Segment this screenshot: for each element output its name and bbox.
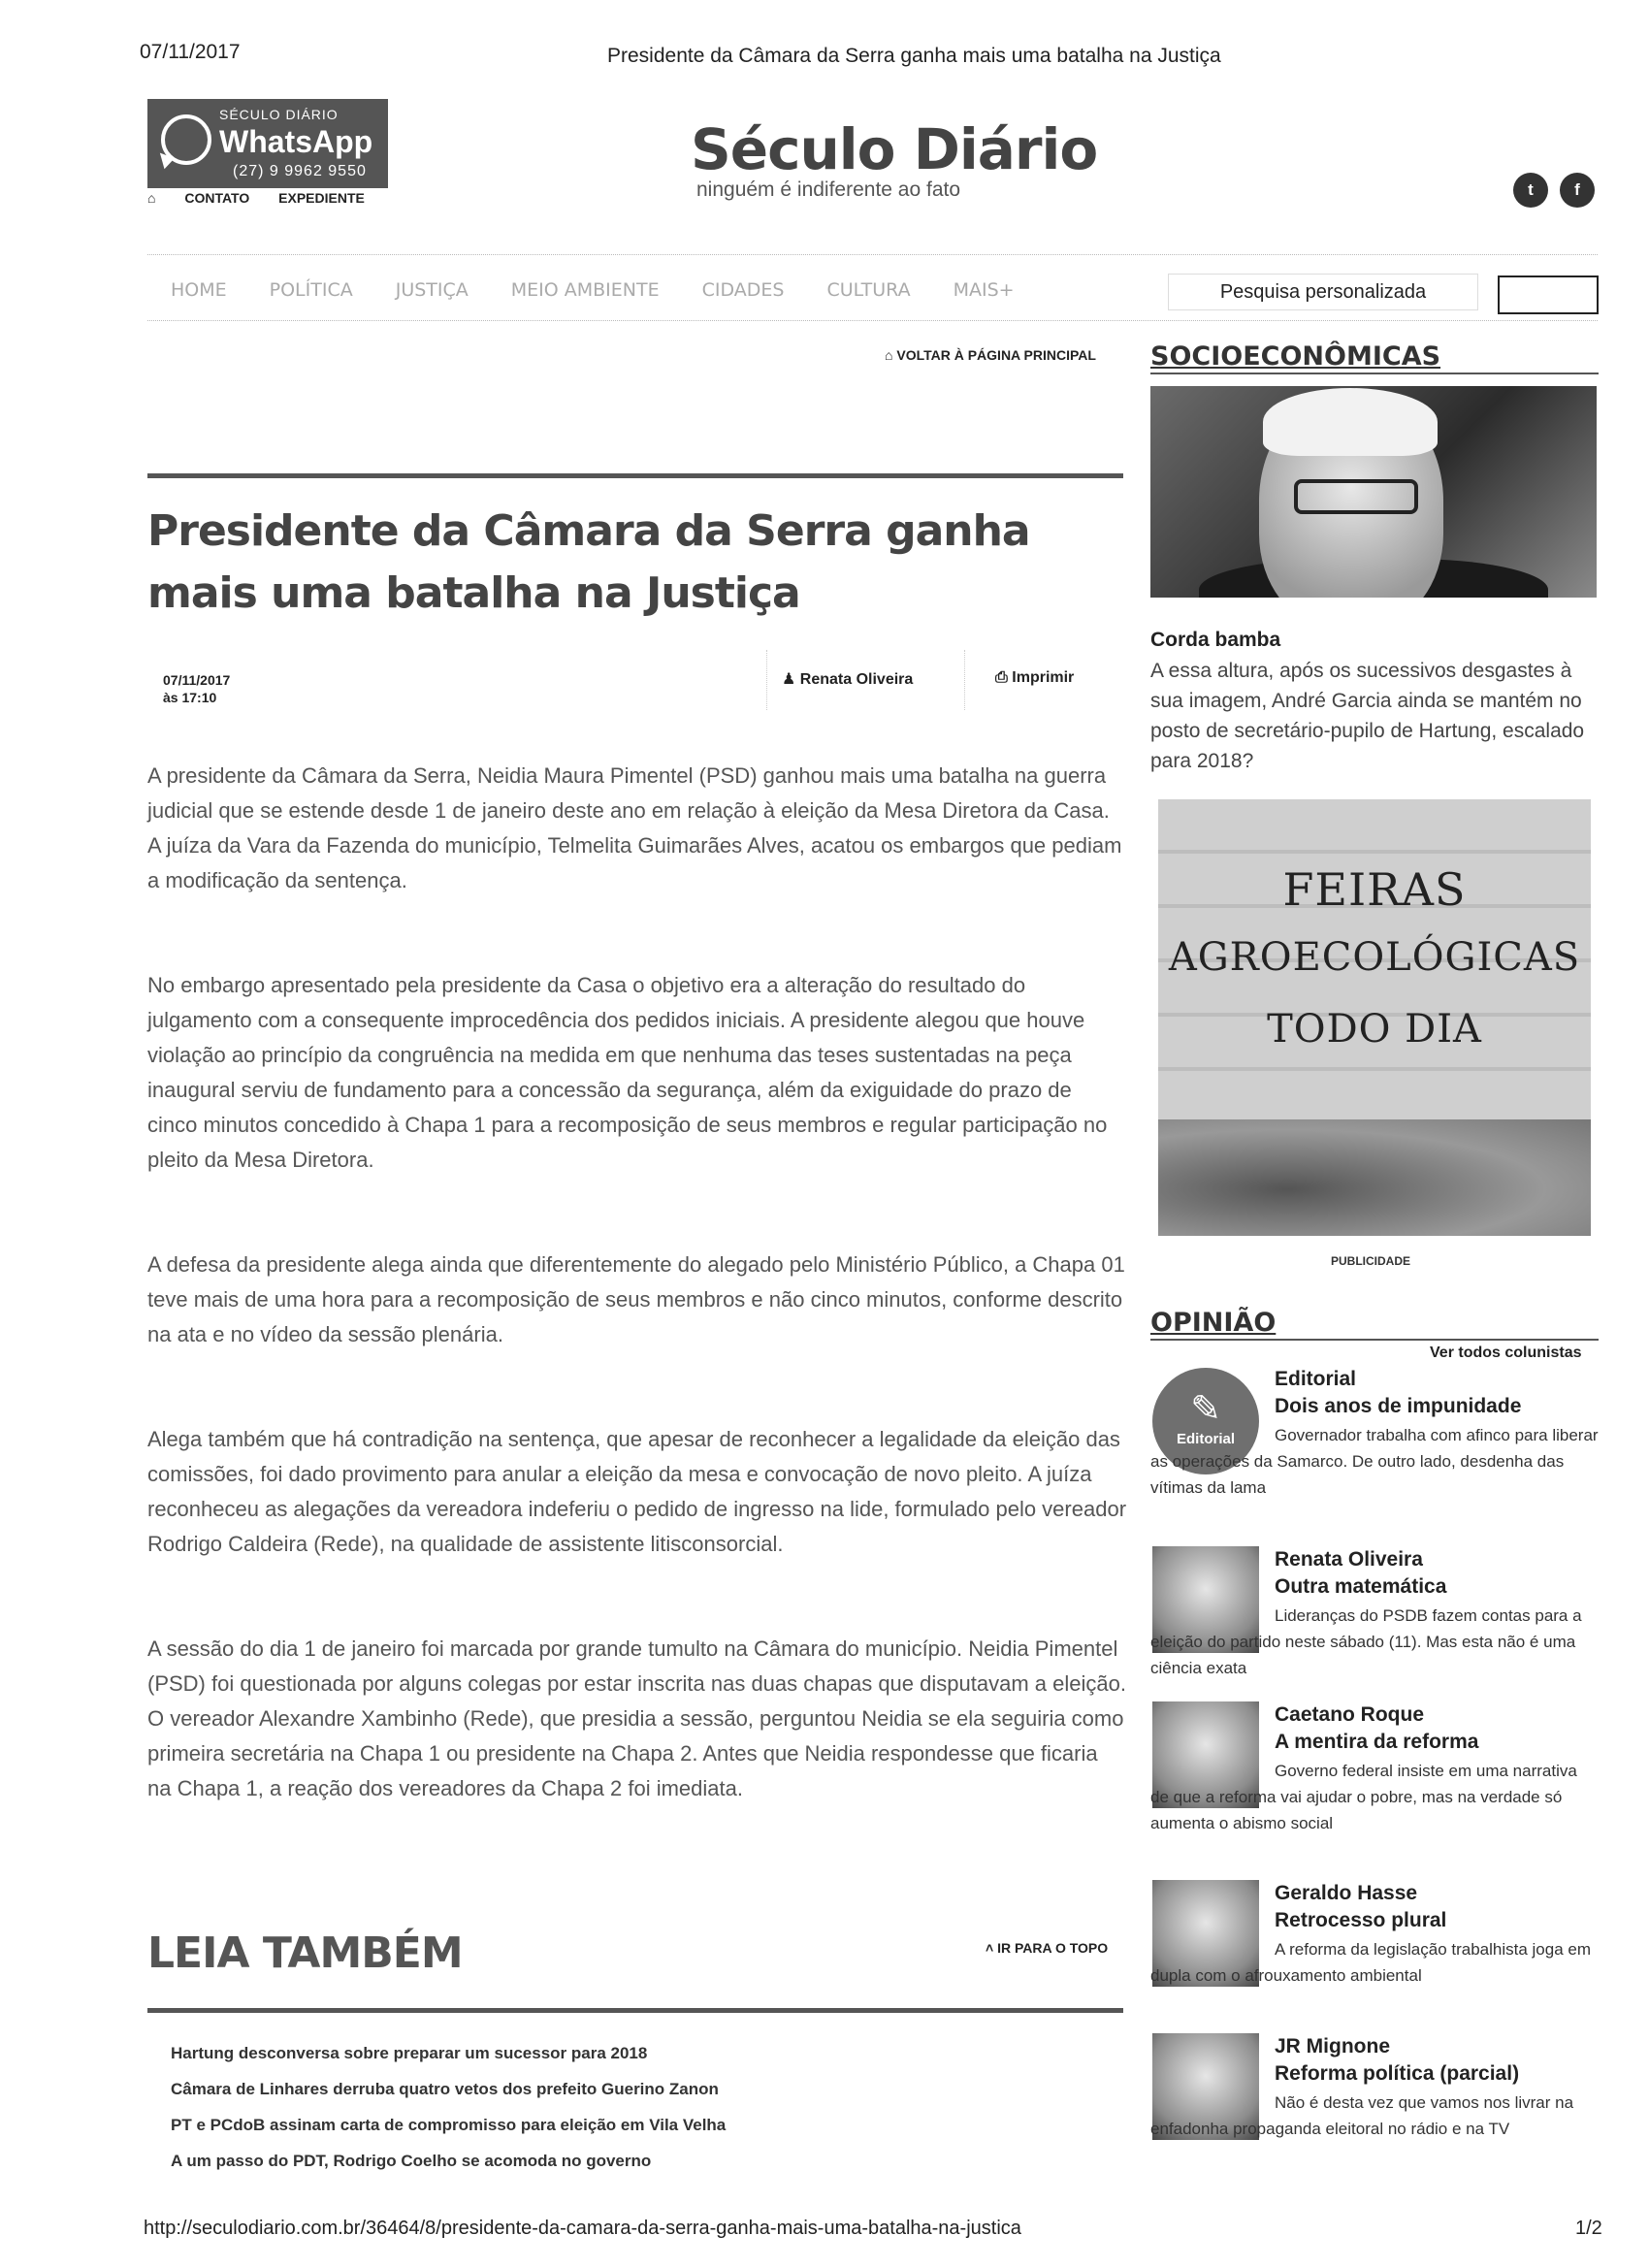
column-summary: Governo federal insiste em uma narrativa de que a reforma vai ajudar o pobre, mas na verdade só aumenta o abismo social bbox=[1150, 1762, 1577, 1832]
leia-tambem-rule bbox=[147, 2008, 1123, 2013]
article-author[interactable] bbox=[782, 669, 913, 689]
edit-icon: ✎ bbox=[1190, 1389, 1221, 1430]
whatsapp-phone: (27) 9 9962 9550 bbox=[233, 163, 367, 179]
site-logo[interactable]: Século Diário bbox=[691, 116, 1098, 182]
nav-cultura[interactable]: CULTURA bbox=[826, 279, 911, 301]
top-links bbox=[147, 190, 390, 206]
author-name: Renata Oliveira bbox=[799, 671, 914, 688]
story-photo[interactable] bbox=[1150, 386, 1597, 598]
article-paragraph: Alega também que há contradição na sentença, que apesar de reconhecer a legalidade da eleição das comissões, foi dado provimento para anular a eleição da mesa e convocação de novo pleito. A juíza reconheceu as alegações da vereadora indeferiu o pedido de ingresso na lide, formulado pelo vereador Rodrigo Caldeira (Rede), na qualidade de assistente litisconsorcial. bbox=[147, 1427, 1127, 1556]
photo-glasses bbox=[1294, 479, 1418, 514]
printer-icon: ⎙ bbox=[995, 669, 1008, 686]
column-summary: Não é desta vez que vamos nos livrar na enfadonha propaganda eleitoral no rádio e na TV bbox=[1150, 2093, 1574, 2138]
contato-link[interactable]: CONTATO bbox=[184, 190, 250, 206]
back-to-home-link[interactable] bbox=[885, 347, 1096, 363]
column-title[interactable]: A mentira da reforma bbox=[1275, 1731, 1479, 1753]
column-title[interactable]: Outra matemática bbox=[1275, 1575, 1447, 1598]
page-number: 1/2 bbox=[1575, 2218, 1602, 2239]
ad-line: TODO DIA bbox=[1267, 1007, 1482, 1052]
article-body bbox=[147, 759, 1127, 1876]
ad-label: PUBLICIDADE bbox=[1331, 1254, 1411, 1268]
back-link-label: VOLTAR À PÁGINA PRINCIPAL bbox=[896, 347, 1096, 363]
sidebar-section-title[interactable]: SOCIOECONÔMICAS bbox=[1150, 341, 1441, 372]
print-date: 07/11/2017 bbox=[140, 41, 241, 63]
columnist-name[interactable]: Renata Oliveira bbox=[1275, 1548, 1423, 1571]
print-button[interactable] bbox=[995, 669, 1074, 687]
article-paragraph: A defesa da presidente alega ainda que diferentemente do alegado pelo Ministério Público, a Chapa 01 teve mais de uma hora para a recomposição de seus membros e não cinco minutos, conforme descrito na ata e no vídeo da sessão plenária. bbox=[147, 1252, 1125, 1346]
home-icon[interactable]: ⌂ bbox=[147, 190, 156, 206]
article-top-rule bbox=[147, 473, 1123, 478]
related-item[interactable]: Hartung desconversa sobre preparar um sucessor para 2018 bbox=[171, 2044, 648, 2062]
related-item[interactable]: A um passo do PDT, Rodrigo Coelho se acomoda no governo bbox=[171, 2152, 652, 2170]
whatsapp-name: WhatsApp bbox=[219, 124, 373, 159]
column-title[interactable]: Reforma política (parcial) bbox=[1275, 2062, 1520, 2085]
story-title[interactable]: Corda bamba bbox=[1150, 629, 1281, 651]
opiniao-title[interactable]: OPINIÃO bbox=[1150, 1308, 1277, 1338]
article-datetime bbox=[163, 671, 230, 706]
page-url: http://seculodiario.com.br/36464/8/presidente-da-camara-da-serra-ganha-mais-uma-batalha-na-justica bbox=[144, 2218, 1021, 2239]
back-to-top-link[interactable] bbox=[986, 1940, 1108, 1956]
nav-home[interactable]: HOME bbox=[171, 279, 227, 301]
whatsapp-banner[interactable] bbox=[147, 99, 388, 188]
whatsapp-icon bbox=[161, 114, 211, 165]
nav-cidades[interactable]: CIDADES bbox=[701, 279, 785, 301]
top-link-label: IR PARA O TOPO bbox=[997, 1940, 1109, 1956]
leia-tambem-title: LEIA TAMBÉM bbox=[147, 1928, 463, 1978]
article-paragraph: A presidente da Câmara da Serra, Neidia Maura Pimentel (PSD) ganhou mais uma batalha na guerra judicial que se estende desde 1 de janeiro deste ano em relação à eleição da Mesa Diretora da Casa. A juíza da Vara da Fazenda do município, Telmelita Guimarães Alves, acatou os embargos que pediam a modificação da sentença. bbox=[147, 763, 1122, 892]
article-paragraph: A sessão do dia 1 de janeiro foi marcada por grande tumulto na Câmara do município. Neidia Pimentel (PSD) foi questionada por alguns colegas por estar inscrita nas duas chapas que disputavam a eleição. O vereador Alexandre Xambinho (Rede), que presidia a sessão, perguntou Neidia se ela seguiria como primeira secretária na Chapa 1 ou presidente na Chapa 2. Antes que Neidia respondesse que ficaria na Chapa 1, a reação dos vereadores da Chapa 2 foi imediata. bbox=[147, 1636, 1126, 1800]
main-nav bbox=[171, 279, 1057, 301]
print-label: Imprimir bbox=[1012, 669, 1075, 686]
nav-top-rule bbox=[147, 254, 1598, 255]
twitter-icon[interactable]: t bbox=[1513, 173, 1548, 208]
columnist-name[interactable]: JR Mignone bbox=[1275, 2035, 1390, 2057]
nav-meio-ambiente[interactable]: MEIO AMBIENTE bbox=[510, 279, 660, 301]
ad-vegetables-image bbox=[1158, 1119, 1591, 1236]
article-paragraph: No embargo apresentado pela presidente da Casa o objetivo era a alteração do resultado do julgamento com a consequente improcedência dos pedidos iniciais. A presidente alegou que houve violação ao princípio da congruência na medida em que nenhuma das teses sustentadas na peça inaugural serviu de fundamento para a concessão da segurança, além da exiguidade do prazo de cinco minutos concedido à Chapa 1 para a recomposição de seus membros e regular participação no pleito da Mesa Diretora. bbox=[147, 973, 1108, 1172]
article-time: às 17:10 bbox=[163, 690, 217, 705]
expediente-link[interactable]: EXPEDIENTE bbox=[278, 190, 365, 206]
article-date: 07/11/2017 bbox=[163, 672, 231, 688]
columnist-name[interactable]: Geraldo Hasse bbox=[1275, 1882, 1418, 1904]
see-all-columnists-link[interactable]: Ver todos colunistas bbox=[1430, 1345, 1582, 1361]
chevron-up-icon: ˄ bbox=[986, 1940, 994, 1956]
story-summary: A essa altura, após os sucessivos desgastes à sua imagem, André Garcia ainda se mantém no posto de secretário-pupilo de Hartung, escalado para 2018? bbox=[1150, 660, 1585, 772]
site-tagline: ninguém é indiferente ao fato bbox=[696, 178, 961, 201]
whatsapp-brand: SÉCULO DIÁRIO bbox=[219, 107, 339, 122]
facebook-icon[interactable]: f bbox=[1560, 173, 1595, 208]
ad-line: FEIRAS bbox=[1282, 863, 1467, 916]
search-input[interactable]: Pesquisa personalizada bbox=[1168, 274, 1478, 310]
user-icon: ♟ bbox=[782, 671, 796, 688]
column-summary: A reforma da legislação trabalhista joga em dupla com o afrouxamento ambiental bbox=[1150, 1940, 1592, 1985]
article-headline: Presidente da Câmara da Serra ganha mais uma batalha na Justiça bbox=[147, 506, 1030, 618]
nav-bottom-rule bbox=[147, 320, 1598, 321]
related-item[interactable]: PT e PCdoB assinam carta de compromisso para eleição em Vila Velha bbox=[171, 2116, 727, 2134]
meta-divider bbox=[964, 650, 965, 710]
photo-hair bbox=[1263, 388, 1438, 456]
search-button[interactable] bbox=[1498, 275, 1599, 314]
sidebar-rule bbox=[1150, 373, 1599, 374]
column-title[interactable]: Retrocesso plural bbox=[1275, 1909, 1447, 1931]
column-title[interactable]: Dois anos de impunidade bbox=[1275, 1395, 1522, 1417]
nav-politica[interactable]: POLÍTICA bbox=[269, 279, 353, 301]
column-summary: Lideranças do PSDB fazem contas para a eleição do partido neste sábado (11). Mas esta não é uma ciência exata bbox=[1150, 1606, 1582, 1677]
home-icon: ⌂ bbox=[885, 347, 893, 363]
opiniao-rule bbox=[1150, 1339, 1599, 1341]
nav-justica[interactable]: JUSTIÇA bbox=[395, 279, 469, 301]
print-title: Presidente da Câmara da Serra ganha mais uma batalha na Justiça bbox=[607, 45, 1221, 67]
editorial-badge-label: Editorial bbox=[1176, 1431, 1235, 1447]
column-summary: Governador trabalha com afinco para liberar as operações da Samarco. De outro lado, desdenha das vítimas da lama bbox=[1150, 1426, 1599, 1497]
advertisement-banner[interactable] bbox=[1158, 799, 1591, 1236]
related-list bbox=[171, 2035, 726, 2179]
related-item[interactable]: Câmara de Linhares derruba quatro vetos dos prefeito Guerino Zanon bbox=[171, 2080, 719, 2098]
columnist-name[interactable]: Editorial bbox=[1275, 1368, 1357, 1390]
columnist-name[interactable]: Caetano Roque bbox=[1275, 1703, 1425, 1726]
meta-divider bbox=[766, 650, 767, 710]
nav-mais[interactable]: MAIS+ bbox=[953, 279, 1015, 301]
ad-line: AGROECOLÓGICAS bbox=[1168, 935, 1581, 980]
